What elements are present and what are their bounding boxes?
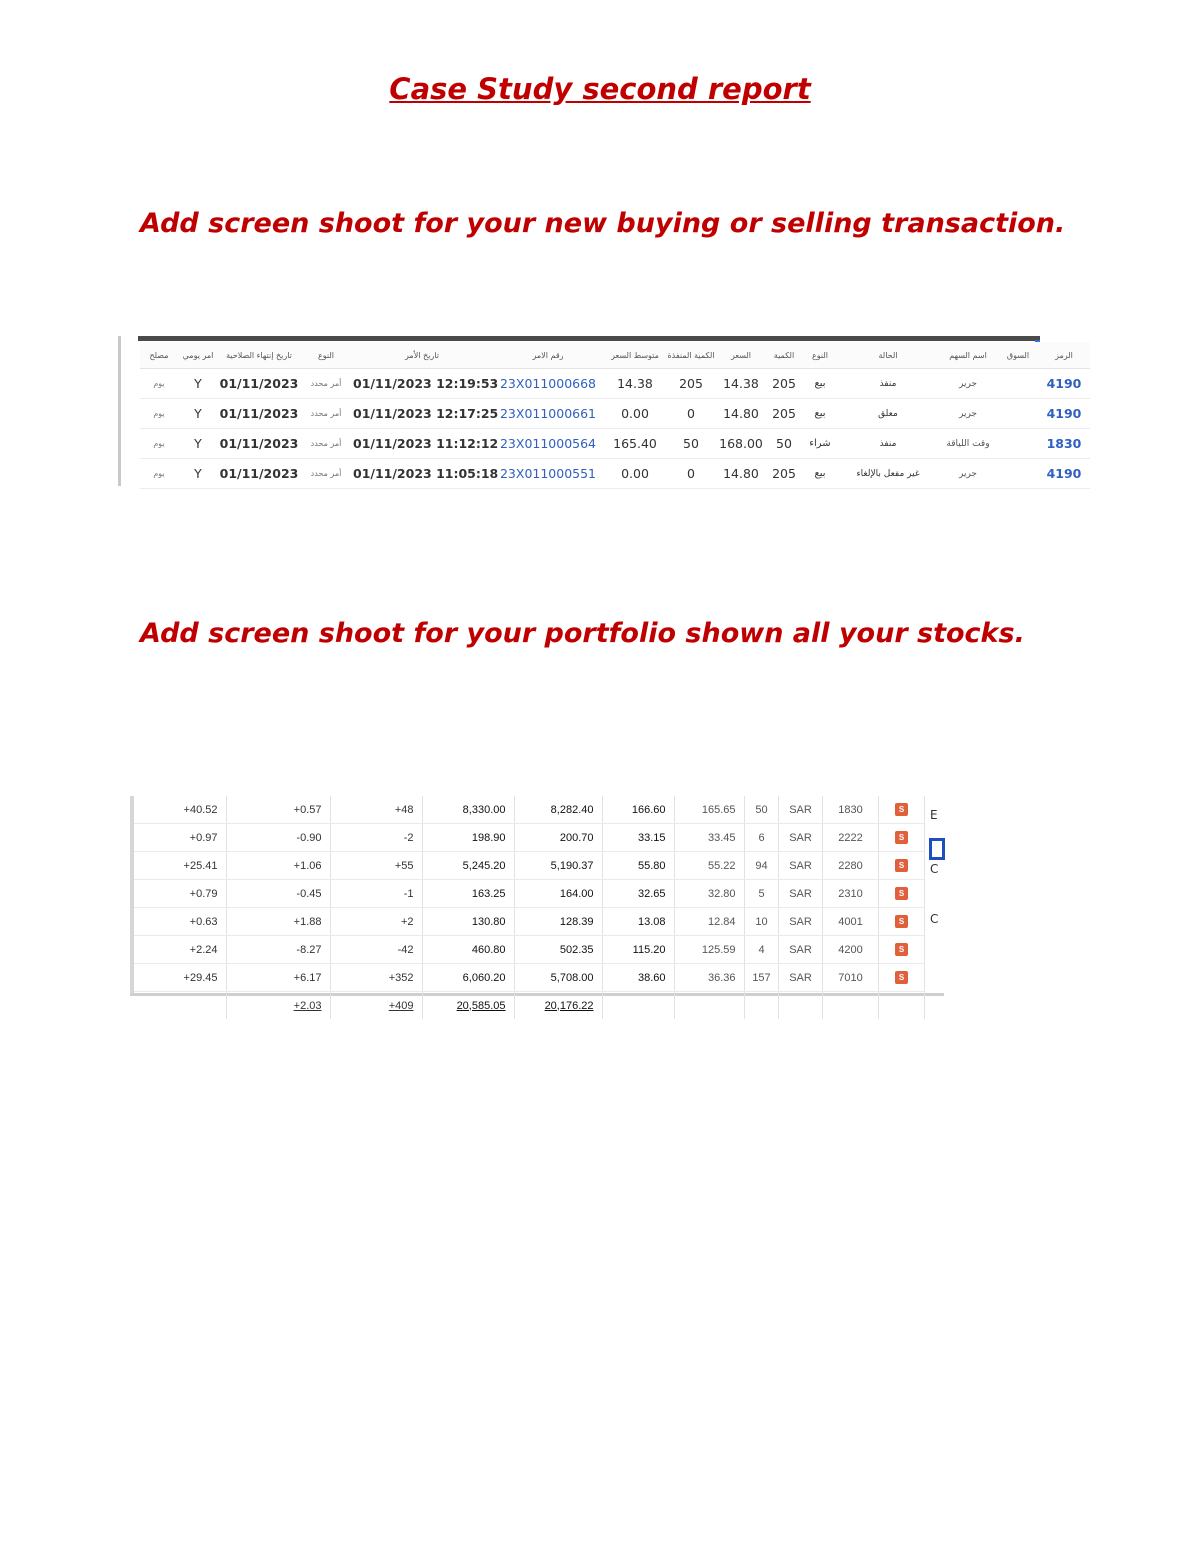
- order-type: أمر محدد: [300, 399, 352, 429]
- order-last: يوم: [140, 369, 178, 399]
- order-price: 14.38: [716, 369, 766, 399]
- order-status: معلق: [838, 399, 938, 429]
- position-currency: SAR: [778, 796, 822, 824]
- position-change-value: -1: [330, 880, 422, 908]
- col-order-no[interactable]: رقم الامر: [492, 342, 604, 369]
- col-daily[interactable]: امر يومي: [178, 342, 218, 369]
- position-change-value: +48: [330, 796, 422, 824]
- totals-empty: [134, 992, 226, 1020]
- order-number[interactable]: 23X011000564: [492, 429, 604, 459]
- position-pct: +40.52: [134, 796, 226, 824]
- position-cost: 128.39: [514, 908, 602, 936]
- order-filled: 0: [666, 459, 716, 489]
- position-last-price: 13.08: [602, 908, 674, 936]
- totals-empty: [602, 992, 674, 1020]
- order-date: 01/11/2023 12:19:53: [352, 369, 492, 399]
- order-date: 01/11/2023 11:12:12: [352, 429, 492, 459]
- total-change-sum-value: +409: [388, 999, 414, 1012]
- sell-badge-icon[interactable]: S: [895, 887, 908, 900]
- sell-cell[interactable]: [878, 880, 924, 908]
- position-change: -8.27: [226, 936, 330, 964]
- portfolio-table: [134, 796, 925, 1019]
- position-market-value: 163.25: [422, 880, 514, 908]
- sell-cell[interactable]: [878, 824, 924, 852]
- side-glyph[interactable]: C: [930, 862, 939, 876]
- order-number[interactable]: 23X011000551: [492, 459, 604, 489]
- col-price[interactable]: السعر: [716, 342, 766, 369]
- col-order-date[interactable]: تاريخ الأمر: [352, 342, 492, 369]
- order-number[interactable]: 23X011000668: [492, 369, 604, 399]
- position-avg-price: 33.45: [674, 824, 744, 852]
- order-daily: Y: [178, 459, 218, 489]
- order-price: 14.80: [716, 459, 766, 489]
- position-qty: 10: [744, 908, 778, 936]
- position-pct: +25.41: [134, 852, 226, 880]
- col-expiry[interactable]: تاريخ إنتهاء الصلاحية: [218, 342, 300, 369]
- col-filled[interactable]: الكمية المنفذة: [666, 342, 716, 369]
- order-type: أمر محدد: [300, 429, 352, 459]
- position-avg-price: 32.80: [674, 880, 744, 908]
- position-change: -0.90: [226, 824, 330, 852]
- order-expiry: 01/11/2023: [218, 459, 300, 489]
- order-price: 168.00: [716, 429, 766, 459]
- position-market-value: 460.80: [422, 936, 514, 964]
- order-side: شراء: [802, 429, 838, 459]
- order-qty: 205: [766, 399, 802, 429]
- position-avg-price: 165.65: [674, 796, 744, 824]
- position-avg-price: 125.59: [674, 936, 744, 964]
- position-symbol[interactable]: 2310: [822, 880, 878, 908]
- order-date: 01/11/2023 11:05:18: [352, 459, 492, 489]
- position-qty: 50: [744, 796, 778, 824]
- order-daily: Y: [178, 369, 218, 399]
- total-change-sum: [330, 992, 422, 1020]
- position-currency: SAR: [778, 880, 822, 908]
- position-change: +1.06: [226, 852, 330, 880]
- position-change-value: +2: [330, 908, 422, 936]
- order-type: أمر محدد: [300, 459, 352, 489]
- total-change-value: +2.03: [293, 999, 322, 1012]
- position-change-value: -2: [330, 824, 422, 852]
- position-avg-price: 55.22: [674, 852, 744, 880]
- position-symbol[interactable]: 7010: [822, 964, 878, 992]
- order-side: بيع: [802, 399, 838, 429]
- position-pct: +0.63: [134, 908, 226, 936]
- order-qty: 205: [766, 369, 802, 399]
- position-cost: 502.35: [514, 936, 602, 964]
- orders-header-row: [140, 342, 1090, 369]
- position-change: +6.17: [226, 964, 330, 992]
- position-last-price: 166.60: [602, 796, 674, 824]
- order-market: [998, 369, 1038, 399]
- position-last-price: 55.80: [602, 852, 674, 880]
- position-avg-price: 12.84: [674, 908, 744, 936]
- position-pct: +2.24: [134, 936, 226, 964]
- order-market: [998, 399, 1038, 429]
- order-avg: 0.00: [604, 459, 666, 489]
- order-last: يوم: [140, 429, 178, 459]
- side-glyph[interactable]: E: [930, 808, 938, 822]
- portfolio-row[interactable]: [134, 964, 924, 992]
- order-filled: 0: [666, 399, 716, 429]
- order-name: وقت اللياقة: [938, 429, 998, 459]
- order-avg: 165.40: [604, 429, 666, 459]
- order-expiry: 01/11/2023: [218, 369, 300, 399]
- position-market-value: 6,060.20: [422, 964, 514, 992]
- order-last: يوم: [140, 399, 178, 429]
- total-market-value-text: 20,585.05: [456, 999, 506, 1012]
- position-market-value: 198.90: [422, 824, 514, 852]
- order-market: [998, 459, 1038, 489]
- portfolio-row[interactable]: [134, 852, 924, 880]
- col-last[interactable]: مصلح: [140, 342, 178, 369]
- sell-badge-icon[interactable]: S: [895, 943, 908, 956]
- position-change-value: +352: [330, 964, 422, 992]
- position-currency: SAR: [778, 824, 822, 852]
- position-pct: +0.79: [134, 880, 226, 908]
- order-side: بيع: [802, 459, 838, 489]
- order-qty: 205: [766, 459, 802, 489]
- total-cost-text: 20,176.22: [544, 999, 594, 1012]
- position-cost: 164.00: [514, 880, 602, 908]
- position-cost: 5,190.37: [514, 852, 602, 880]
- order-row[interactable]: [140, 369, 1090, 399]
- position-currency: SAR: [778, 908, 822, 936]
- portfolio-heading: Add screen shoot for your portfolio shown all your stocks.: [140, 618, 1025, 649]
- position-symbol[interactable]: 2222: [822, 824, 878, 852]
- col-qty[interactable]: الكمية: [766, 342, 802, 369]
- transaction-heading: Add screen shoot for your new buying or selling transaction.: [140, 208, 1066, 239]
- order-expiry: 01/11/2023: [218, 399, 300, 429]
- order-symbol[interactable]: 4190: [1038, 369, 1090, 399]
- portfolio-row[interactable]: [134, 796, 924, 824]
- position-last-price: 32.65: [602, 880, 674, 908]
- position-currency: SAR: [778, 964, 822, 992]
- order-avg: 0.00: [604, 399, 666, 429]
- position-market-value: 5,245.20: [422, 852, 514, 880]
- order-symbol[interactable]: 1830: [1038, 429, 1090, 459]
- col-symbol[interactable]: الرمز: [1038, 342, 1090, 369]
- position-qty: 4: [744, 936, 778, 964]
- order-status: منفذ: [838, 429, 938, 459]
- order-filled: 205: [666, 369, 716, 399]
- totals-empty: [674, 992, 744, 1020]
- order-name: جرير: [938, 459, 998, 489]
- position-qty: 6: [744, 824, 778, 852]
- col-side[interactable]: النوع: [802, 342, 838, 369]
- order-status: منفذ: [838, 369, 938, 399]
- position-qty: 94: [744, 852, 778, 880]
- portfolio-row[interactable]: [134, 908, 924, 936]
- sell-badge-icon[interactable]: S: [895, 859, 908, 872]
- totals-empty: [744, 992, 778, 1020]
- order-name: جرير: [938, 399, 998, 429]
- col-status[interactable]: الحالة: [838, 342, 938, 369]
- position-change-value: -42: [330, 936, 422, 964]
- position-symbol[interactable]: 4001: [822, 908, 878, 936]
- orders-screenshot: [118, 336, 1082, 486]
- order-number[interactable]: 23X011000661: [492, 399, 604, 429]
- order-last: يوم: [140, 459, 178, 489]
- sell-badge-icon[interactable]: S: [895, 803, 908, 816]
- position-pct: +0.97: [134, 824, 226, 852]
- sell-badge-icon[interactable]: S: [895, 831, 908, 844]
- position-qty: 5: [744, 880, 778, 908]
- position-market-value: 8,330.00: [422, 796, 514, 824]
- order-type: أمر محدد: [300, 369, 352, 399]
- side-glyph[interactable]: Ϲ: [930, 912, 939, 926]
- order-expiry: 01/11/2023: [218, 429, 300, 459]
- totals-empty: [778, 992, 822, 1020]
- sell-badge-icon[interactable]: S: [895, 971, 908, 984]
- portfolio-row[interactable]: [134, 824, 924, 852]
- order-name: جرير: [938, 369, 998, 399]
- position-last-price: 38.60: [602, 964, 674, 992]
- order-status: غير مفعل بالإلغاء: [838, 459, 938, 489]
- position-symbol[interactable]: 4200: [822, 936, 878, 964]
- order-symbol[interactable]: 4190: [1038, 399, 1090, 429]
- order-side: بيع: [802, 369, 838, 399]
- position-pct: +29.45: [134, 964, 226, 992]
- orders-table: [140, 342, 1090, 489]
- col-name[interactable]: اسم السهم: [938, 342, 998, 369]
- sell-cell[interactable]: [878, 964, 924, 992]
- order-daily: Y: [178, 399, 218, 429]
- position-last-price: 115.20: [602, 936, 674, 964]
- document-title: Case Study second report: [389, 72, 811, 106]
- position-avg-price: 36.36: [674, 964, 744, 992]
- order-price: 14.80: [716, 399, 766, 429]
- orders-topbar: [138, 336, 1040, 341]
- order-filled: 50: [666, 429, 716, 459]
- position-change-value: +55: [330, 852, 422, 880]
- order-row[interactable]: [140, 399, 1090, 429]
- order-row[interactable]: [140, 429, 1090, 459]
- order-symbol[interactable]: 4190: [1038, 459, 1090, 489]
- position-change: +1.88: [226, 908, 330, 936]
- position-market-value: 130.80: [422, 908, 514, 936]
- order-daily: Y: [178, 429, 218, 459]
- position-last-price: 33.15: [602, 824, 674, 852]
- sell-badge-icon[interactable]: S: [895, 915, 908, 928]
- sell-cell[interactable]: [878, 908, 924, 936]
- portfolio-totals-row: [134, 992, 924, 1020]
- selected-checkbox-icon[interactable]: [929, 838, 945, 860]
- position-cost: 8,282.40: [514, 796, 602, 824]
- col-type[interactable]: النوع: [300, 342, 352, 369]
- position-currency: SAR: [778, 936, 822, 964]
- col-avg[interactable]: متوسط السعر: [604, 342, 666, 369]
- position-qty: 157: [744, 964, 778, 992]
- totals-empty: [878, 992, 924, 1020]
- order-qty: 50: [766, 429, 802, 459]
- position-symbol[interactable]: 1830: [822, 796, 878, 824]
- total-cost: [514, 992, 602, 1020]
- position-cost: 5,708.00: [514, 964, 602, 992]
- total-change: [226, 992, 330, 1020]
- position-symbol[interactable]: 2280: [822, 852, 878, 880]
- position-currency: SAR: [778, 852, 822, 880]
- col-market[interactable]: السوق: [998, 342, 1038, 369]
- totals-empty: [822, 992, 878, 1020]
- total-market-value: [422, 992, 514, 1020]
- portfolio-row[interactable]: [134, 936, 924, 964]
- order-avg: 14.38: [604, 369, 666, 399]
- order-date: 01/11/2023 12:17:25: [352, 399, 492, 429]
- portfolio-side-toolbar: [928, 796, 944, 936]
- position-change: -0.45: [226, 880, 330, 908]
- sell-cell[interactable]: [878, 796, 924, 824]
- order-market: [998, 429, 1038, 459]
- portfolio-row[interactable]: [134, 880, 924, 908]
- order-row[interactable]: [140, 459, 1090, 489]
- position-cost: 200.70: [514, 824, 602, 852]
- sell-cell[interactable]: [878, 936, 924, 964]
- portfolio-screenshot: [130, 796, 944, 1012]
- sell-cell[interactable]: [878, 852, 924, 880]
- orders-left-edge: [118, 336, 121, 486]
- position-change: +0.57: [226, 796, 330, 824]
